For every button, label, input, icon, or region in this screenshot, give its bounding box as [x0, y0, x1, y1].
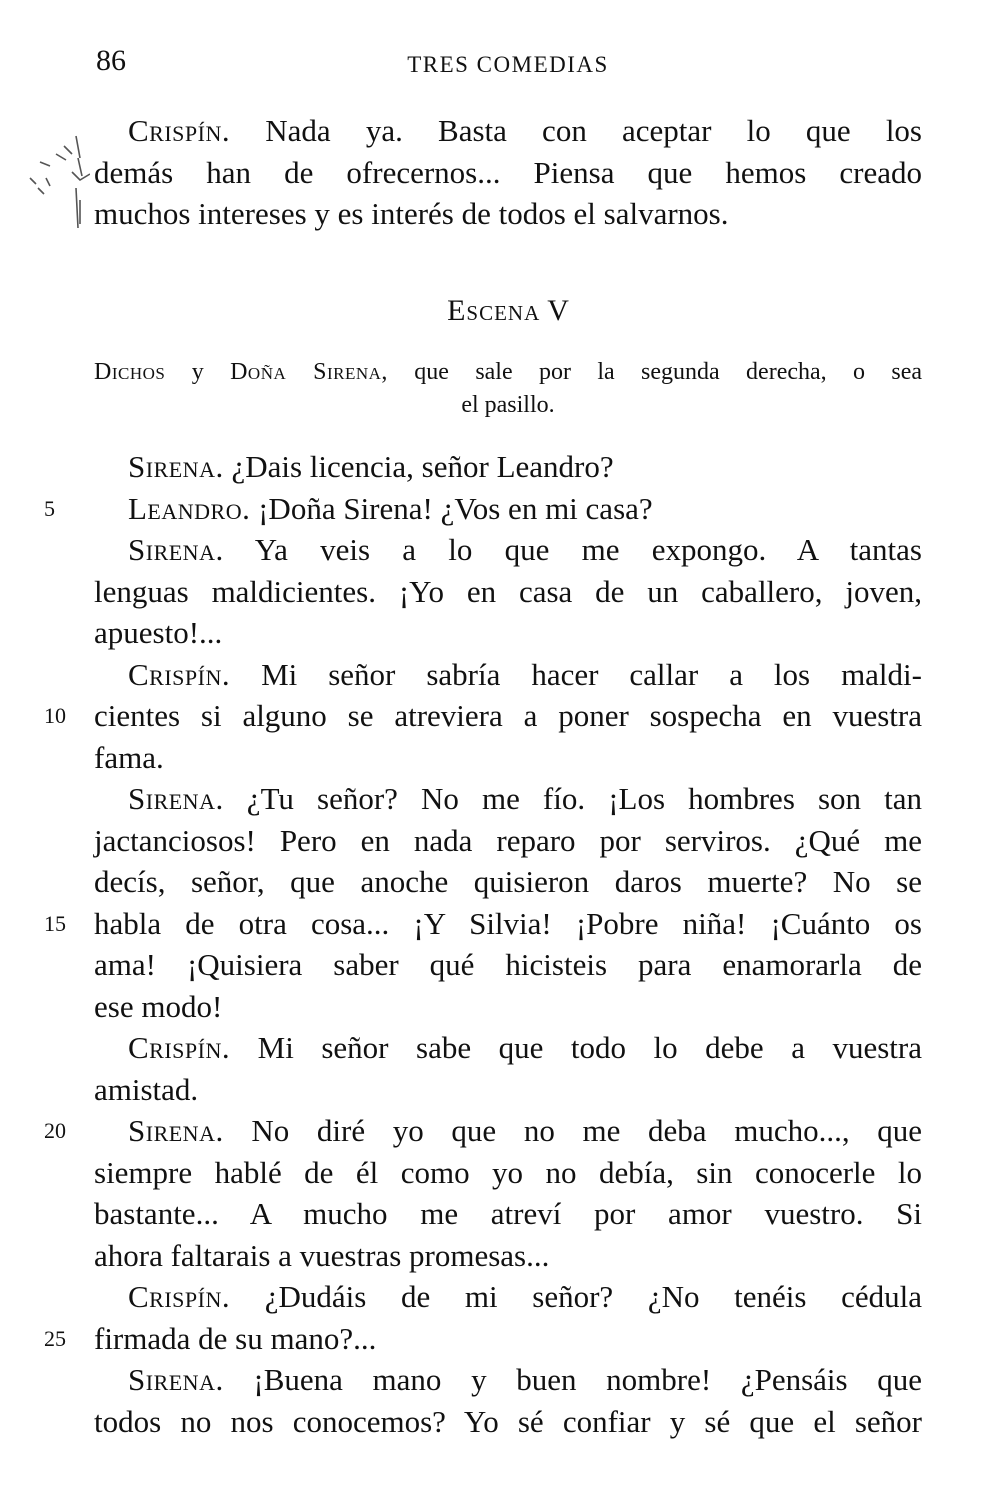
page-header	[94, 42, 922, 86]
line-text: ese modo!	[94, 988, 223, 1024]
line-text: ¡Doña Sirena! ¿Vos en mi casa?	[250, 490, 653, 526]
line-text: No diré yo que no me deba mucho..., que	[223, 1113, 922, 1148]
text-line	[94, 1027, 922, 1069]
line-text: apuesto!...	[94, 615, 223, 650]
speaker-name: Sirena.	[128, 449, 224, 484]
text-line	[94, 1276, 922, 1318]
line-text: jactanciosos! Pero en nada reparo por serviros. ¿Qué me	[94, 822, 922, 858]
stage-text: el pasillo.	[461, 392, 555, 418]
text-line	[94, 778, 922, 820]
line-text: fama.	[94, 739, 164, 775]
speaker-name: Sirena.	[128, 532, 224, 567]
margin-pencil-mark	[20, 128, 90, 248]
stage-who-2: Doña Sirena,	[230, 359, 388, 385]
line-text: ama! ¡Quisiera saber qué hicisteis para enamorarla de	[94, 947, 922, 982]
text-line	[94, 1152, 922, 1194]
stage-text: que sale por la segunda derecha, o sea	[414, 359, 923, 385]
line-text: siempre hablé de él como yo no debía, sin conocerle lo	[94, 1154, 922, 1190]
text-line	[44, 695, 922, 737]
text-line	[94, 861, 922, 903]
line-number: 20	[44, 1118, 66, 1143]
text-line	[44, 1318, 922, 1360]
stage-direction	[94, 356, 922, 422]
line-text: ¡Buena mano y buen nombre! ¿Pensáis que	[223, 1362, 922, 1397]
text-line	[94, 1235, 922, 1277]
dialogue-block	[44, 446, 922, 1442]
line-number: 5	[44, 495, 55, 521]
text-line	[94, 529, 922, 571]
speaker-name: Sirena.	[128, 1362, 224, 1397]
line-number: 10	[44, 703, 66, 728]
line-text: habla de otra cosa... ¡Y Silvia! ¡Pobre niña! ¡Cuánto os	[94, 905, 922, 941]
scene-numeral: V	[547, 294, 569, 327]
text-line	[94, 193, 922, 235]
text-line	[94, 571, 922, 613]
running-title: TRES COMEDIAS	[407, 52, 609, 77]
line-text: lenguas maldicientes. ¡Yo en casa de un caballero, joven,	[94, 573, 922, 609]
text-line	[94, 110, 922, 152]
speaker-name: Crispín.	[128, 656, 231, 692]
line-text: firmada de su mano?...	[94, 1320, 377, 1356]
speaker-name: Crispín.	[128, 113, 231, 148]
line-text: ahora faltarais a vuestras promesas...	[94, 1237, 550, 1273]
line-number: 15	[44, 910, 66, 936]
stage-conj: y	[191, 359, 204, 385]
text-line	[94, 1069, 922, 1111]
scene-word: Escena	[447, 294, 541, 327]
text-line	[94, 654, 922, 696]
top-speech-block	[94, 110, 922, 235]
line-text: amistad.	[94, 1071, 199, 1107]
text-line	[44, 1110, 922, 1152]
line-text: cientes si alguno se atreviera a poner sospecha en vuestra	[94, 698, 922, 733]
line-text: ¿Tu señor? No me fío. ¡Los hombres son tan	[223, 781, 922, 816]
text-line	[44, 488, 922, 530]
speaker-name: Crispín.	[128, 1279, 231, 1314]
line-text: Mi señor sabría hacer callar a los maldi-	[230, 656, 922, 692]
line-text: Ya veis a lo que me expongo. A tantas	[223, 532, 922, 567]
text-line	[44, 903, 922, 945]
stage-direction-line	[94, 356, 922, 389]
speaker-name: Sirena.	[128, 781, 224, 816]
line-number: 25	[44, 1325, 66, 1351]
text-line	[94, 446, 922, 488]
line-text: bastante... A mucho me atreví por amor vuestro. Si	[94, 1196, 922, 1231]
text-line	[94, 986, 922, 1028]
speaker-name: Sirena.	[128, 1113, 224, 1148]
line-text: Mi señor sabe que todo lo debe a vuestra	[230, 1030, 922, 1065]
line-text: ¿Dudáis de mi señor? ¿No tenéis cédula	[230, 1279, 922, 1314]
text-line	[94, 1359, 922, 1401]
line-text: demás han de ofrecernos... Piensa que hemos creado	[94, 154, 922, 190]
text-line	[94, 612, 922, 654]
text-line	[94, 944, 922, 986]
speaker-name: Leandro.	[128, 490, 251, 526]
line-text: Nada ya. Basta con aceptar lo que los	[230, 113, 922, 148]
text-line	[94, 152, 922, 194]
text-line	[94, 1193, 922, 1235]
page-number: 86	[96, 44, 126, 77]
text-line	[94, 820, 922, 862]
scene-heading	[94, 294, 922, 328]
stage-direction-line	[94, 389, 922, 422]
line-text: todos no nos conocemos? Yo sé confiar y sé que el señor	[94, 1403, 922, 1439]
line-text: decís, señor, que anoche quisieron daros muerte? No se	[94, 864, 922, 899]
line-text: muchos intereses y es interés de todos el salvarnos.	[94, 196, 729, 231]
text-line	[94, 737, 922, 779]
stage-who-1: Dichos	[94, 359, 166, 385]
speaker-name: Crispín.	[128, 1030, 231, 1065]
line-text: ¿Dais licencia, señor Leandro?	[223, 449, 614, 484]
text-line	[94, 1401, 922, 1443]
